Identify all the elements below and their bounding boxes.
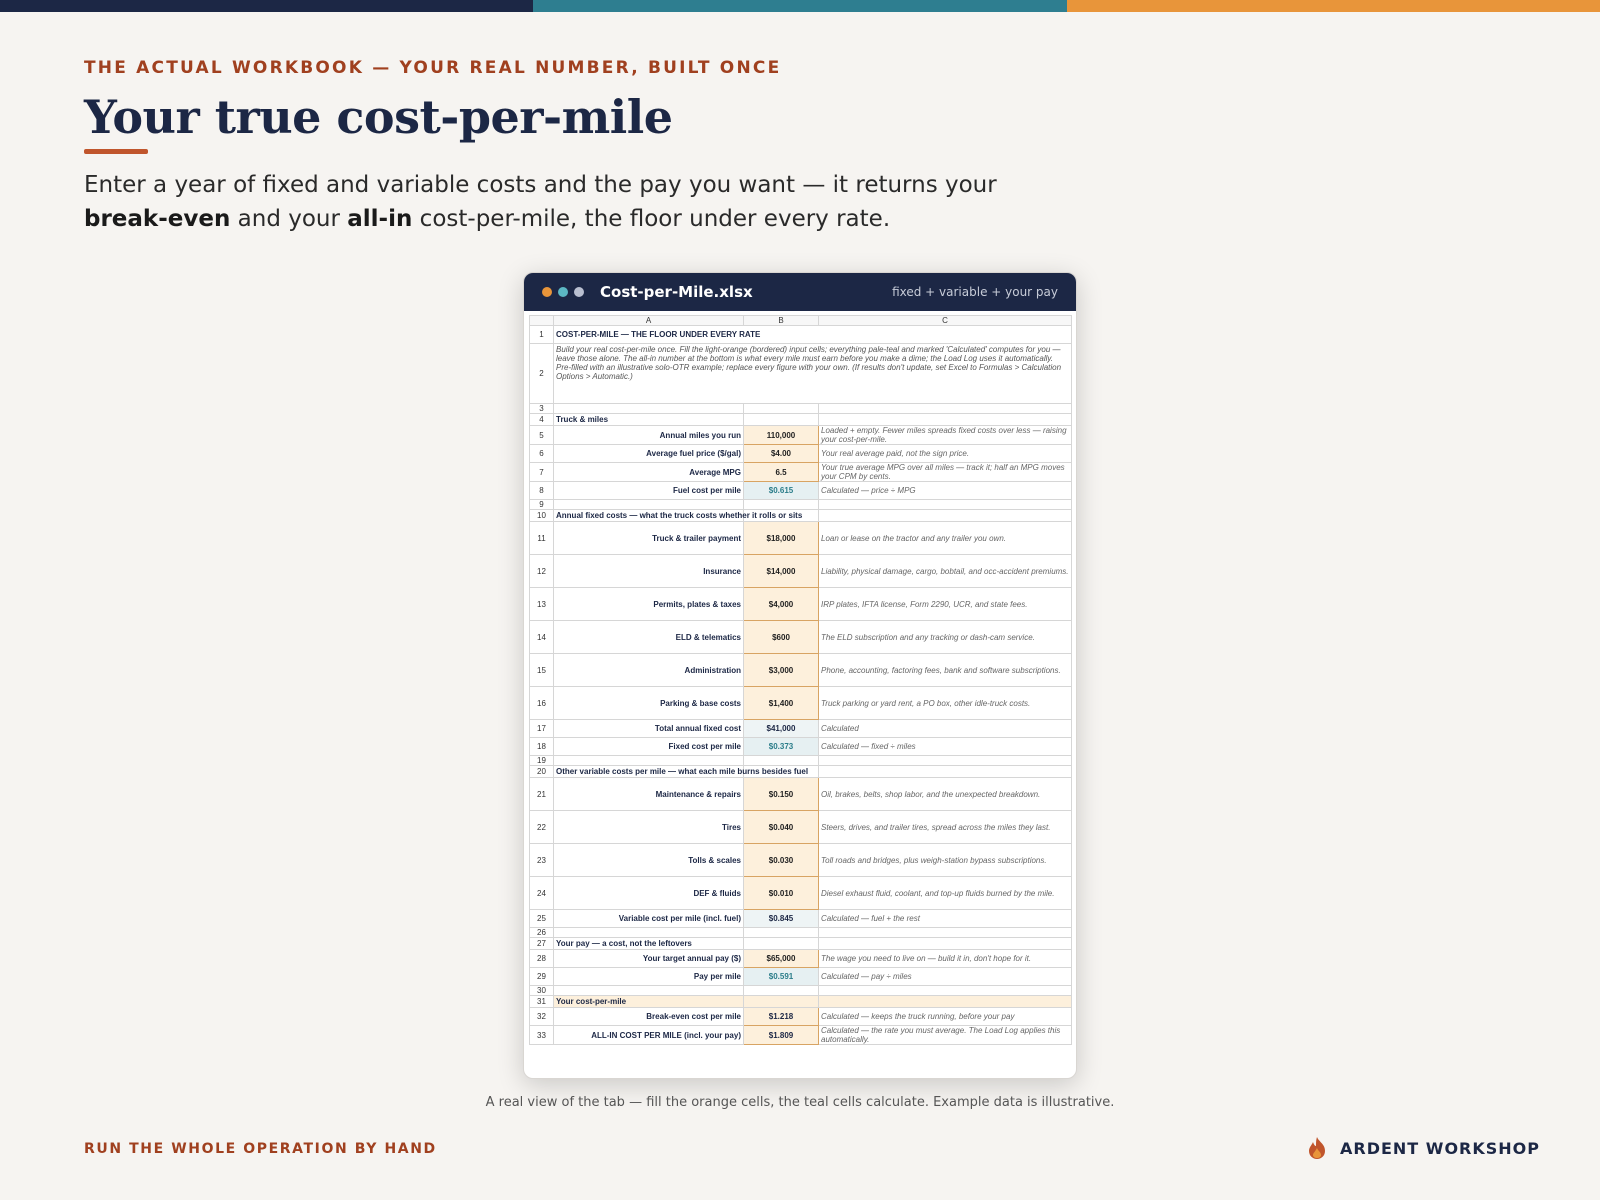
spreadsheet-window: [523, 272, 1077, 1079]
table-row: [530, 928, 1072, 938]
input-cell[interactable]: $18,000: [744, 522, 819, 555]
row-header[interactable]: 10: [530, 510, 554, 522]
title-underline: [84, 149, 148, 154]
input-cell[interactable]: 110,000: [744, 426, 819, 445]
table-row: [530, 555, 1072, 588]
empty-cell[interactable]: [554, 756, 744, 766]
row-label[interactable]: Insurance: [554, 555, 744, 588]
calculated-cell[interactable]: $0.591: [744, 968, 819, 986]
note-cell[interactable]: Calculated: [819, 720, 1072, 738]
table-row: [530, 720, 1072, 738]
column-header-b[interactable]: B: [744, 316, 819, 326]
row-header[interactable]: 31: [530, 996, 554, 1008]
table-row: [530, 1008, 1072, 1026]
table-row: [530, 778, 1072, 811]
empty-cell[interactable]: [819, 500, 1072, 510]
row-label[interactable]: Your target annual pay ($): [554, 950, 744, 968]
empty-cell[interactable]: [744, 986, 819, 996]
row-header[interactable]: 27: [530, 938, 554, 950]
note-cell[interactable]: Your real average paid, not the sign price.: [819, 445, 1072, 463]
brand-name: ARDENT WORKSHOP: [1340, 1138, 1540, 1158]
input-cell[interactable]: $4.00: [744, 445, 819, 463]
window-tagline: fixed + variable + your pay: [892, 285, 1058, 299]
table-row: [530, 877, 1072, 910]
footer-tagline: RUN THE WHOLE OPERATION BY HAND: [84, 1141, 437, 1157]
table-row: [530, 482, 1072, 500]
section-heading[interactable]: Your cost-per-mile: [554, 996, 744, 1008]
empty-cell[interactable]: [554, 404, 744, 414]
row-header[interactable]: 1: [530, 326, 554, 344]
table-row: [530, 344, 1072, 404]
input-cell[interactable]: $0.040: [744, 811, 819, 844]
orange-dot[interactable]: [542, 287, 552, 297]
table-row: [530, 426, 1072, 445]
table-row: [530, 996, 1072, 1008]
table-row: [530, 414, 1072, 426]
input-cell[interactable]: $0.030: [744, 844, 819, 877]
row-label[interactable]: Total annual fixed cost: [554, 720, 744, 738]
sheet-grid[interactable]: [529, 315, 1071, 1045]
total-cell[interactable]: $41,000: [744, 720, 819, 738]
table-row: [530, 986, 1072, 996]
window-filename: Cost-per-Mile.xlsx: [600, 283, 753, 301]
sheet-table: [529, 315, 1072, 1045]
row-header[interactable]: 17: [530, 720, 554, 738]
grey-dot[interactable]: [574, 287, 584, 297]
table-row: [530, 588, 1072, 621]
row-header[interactable]: 14: [530, 621, 554, 654]
note-cell[interactable]: The ELD subscription and any tracking or dash-cam service.: [819, 621, 1072, 654]
row-label[interactable]: Annual miles you run: [554, 426, 744, 445]
table-row: [530, 766, 1072, 778]
section-heading[interactable]: Other variable costs per mile — what each mile burns besides fuel: [554, 766, 744, 778]
empty-cell[interactable]: [819, 928, 1072, 938]
note-cell[interactable]: Calculated — keeps the truck running, before your pay: [819, 1008, 1072, 1026]
empty-cell[interactable]: [819, 756, 1072, 766]
row-header[interactable]: 11: [530, 522, 554, 555]
row-header[interactable]: 23: [530, 844, 554, 877]
section-heading[interactable]: Your pay — a cost, not the leftovers: [554, 938, 744, 950]
note-cell[interactable]: Calculated — pay ÷ miles: [819, 968, 1072, 986]
table-row: [530, 326, 1072, 344]
note-cell[interactable]: Loan or lease on the tractor and any trailer you own.: [819, 522, 1072, 555]
row-header[interactable]: 19: [530, 756, 554, 766]
window-titlebar: [524, 273, 1076, 311]
row-label[interactable]: DEF & fluids: [554, 877, 744, 910]
section-heading[interactable]: Annual fixed costs — what the truck costs whether it rolls or sits: [554, 510, 744, 522]
cell-c[interactable]: [819, 414, 1072, 426]
table-row: [530, 968, 1072, 986]
row-header[interactable]: 9: [530, 500, 554, 510]
top-color-bar: [0, 0, 1600, 12]
empty-cell[interactable]: [554, 928, 744, 938]
row-header[interactable]: 32: [530, 1008, 554, 1026]
empty-cell[interactable]: [744, 756, 819, 766]
cell-c[interactable]: [819, 766, 1072, 778]
lede: Enter a year of fixed and variable costs and the pay you want — it returns your break-even and your all-in cost-per-mile, the floor under every rate.: [84, 172, 997, 232]
note-cell[interactable]: The wage you need to live on — build it in, don't hope for it.: [819, 950, 1072, 968]
cell-c[interactable]: [819, 510, 1072, 522]
empty-cell[interactable]: [554, 986, 744, 996]
table-row: [530, 910, 1072, 928]
row-label[interactable]: Tires: [554, 811, 744, 844]
brand[interactable]: [1306, 1136, 1540, 1160]
note-cell[interactable]: Diesel exhaust fluid, coolant, and top-up fluids burned by the mile.: [819, 877, 1072, 910]
row-header[interactable]: 21: [530, 778, 554, 811]
table-row: [530, 463, 1072, 482]
row-label[interactable]: Variable cost per mile (incl. fuel): [554, 910, 744, 928]
input-cell[interactable]: 6.5: [744, 463, 819, 482]
sheet-title[interactable]: COST-PER-MILE — THE FLOOR UNDER EVERY RATE: [554, 326, 1072, 344]
row-label[interactable]: Truck & trailer payment: [554, 522, 744, 555]
row-label[interactable]: Tolls & scales: [554, 844, 744, 877]
row-label[interactable]: Administration: [554, 654, 744, 687]
note-cell[interactable]: Calculated — fuel + the rest: [819, 910, 1072, 928]
row-header[interactable]: 16: [530, 687, 554, 720]
cell-b[interactable]: [744, 996, 819, 1008]
row-label[interactable]: Average MPG: [554, 463, 744, 482]
total-cell[interactable]: $0.845: [744, 910, 819, 928]
row-header[interactable]: 15: [530, 654, 554, 687]
note-cell[interactable]: Your true average MPG over all miles — track it; half an MPG moves your CPM by cents.: [819, 463, 1072, 482]
table-row: [530, 522, 1072, 555]
row-header[interactable]: 30: [530, 986, 554, 996]
note-cell[interactable]: Loaded + empty. Fewer miles spreads fixed costs over less — raising your cost-per-mile.: [819, 426, 1072, 445]
table-row: [530, 654, 1072, 687]
input-cell[interactable]: $65,000: [744, 950, 819, 968]
row-label[interactable]: Permits, plates & taxes: [554, 588, 744, 621]
row-header[interactable]: 12: [530, 555, 554, 588]
table-row: [530, 500, 1072, 510]
cell-b[interactable]: [744, 938, 819, 950]
column-header-c[interactable]: C: [819, 316, 1072, 326]
input-cell[interactable]: $3,000: [744, 654, 819, 687]
top-bar-teal: [533, 0, 1066, 12]
empty-cell[interactable]: [744, 928, 819, 938]
table-row: [530, 445, 1072, 463]
row-header[interactable]: 33: [530, 1026, 554, 1045]
empty-cell[interactable]: [744, 404, 819, 414]
row-header[interactable]: 22: [530, 811, 554, 844]
section-heading[interactable]: Truck & miles: [554, 414, 744, 426]
row-header[interactable]: 18: [530, 738, 554, 756]
note-cell[interactable]: Calculated — the rate you must average. The Load Log applies this automatically.: [819, 1026, 1072, 1045]
kicker: THE ACTUAL WORKBOOK — YOUR REAL NUMBER, BUILT ONCE: [84, 58, 782, 78]
table-row: [530, 404, 1072, 414]
input-cell[interactable]: $1,400: [744, 687, 819, 720]
note-cell[interactable]: Phone, accounting, factoring fees, bank and software subscriptions.: [819, 654, 1072, 687]
input-cell[interactable]: $0.150: [744, 778, 819, 811]
row-header[interactable]: 29: [530, 968, 554, 986]
input-cell[interactable]: $4,000: [744, 588, 819, 621]
note-cell[interactable]: IRP plates, IFTA license, Form 2290, UCR, and state fees.: [819, 588, 1072, 621]
table-row: [530, 950, 1072, 968]
row-label[interactable]: Maintenance & repairs: [554, 778, 744, 811]
row-header[interactable]: 2: [530, 344, 554, 404]
input-cell[interactable]: $600: [744, 621, 819, 654]
table-row: [530, 938, 1072, 950]
cell-b[interactable]: [744, 414, 819, 426]
table-row: [530, 1026, 1072, 1045]
empty-cell[interactable]: [554, 500, 744, 510]
cell-c[interactable]: [819, 996, 1072, 1008]
teal-dot[interactable]: [558, 287, 568, 297]
table-row: [530, 687, 1072, 720]
row-header[interactable]: 4: [530, 414, 554, 426]
flame-icon: [1306, 1136, 1328, 1160]
row-header[interactable]: 5: [530, 426, 554, 445]
row-header[interactable]: 7: [530, 463, 554, 482]
table-row: [530, 510, 1072, 522]
row-label[interactable]: Fuel cost per mile: [554, 482, 744, 500]
column-header-a[interactable]: A: [554, 316, 744, 326]
top-bar-orange: [1067, 0, 1600, 12]
page-title: Your true cost-per-mile: [84, 90, 673, 144]
sheet-intro[interactable]: Build your real cost-per-mile once. Fill the light-orange (bordered) input cells; everything pale-teal and marked 'Calculated' computes for you — leave those alone. The all-in number at the bottom is what every mile must earn before you make a dime; the Load Log uses it automatically. Pre-filled with an illustrative solo-OTR example; replace every figure with your own. (If results don't update, set Excel to Formulas > Calculation Options > Automatic.): [554, 344, 1072, 404]
note-cell[interactable]: Truck parking or yard rent, a PO box, other idle-truck costs.: [819, 687, 1072, 720]
row-header[interactable]: 6: [530, 445, 554, 463]
input-cell[interactable]: $14,000: [744, 555, 819, 588]
row-header[interactable]: 20: [530, 766, 554, 778]
screenshot-caption: A real view of the tab — fill the orange cells, the teal cells calculate. Example data is illustrative.: [485, 1095, 1115, 1110]
row-label[interactable]: Break-even cost per mile: [554, 1008, 744, 1026]
table-row: [530, 621, 1072, 654]
corner-cell[interactable]: [530, 316, 554, 326]
row-header[interactable]: 25: [530, 910, 554, 928]
empty-cell[interactable]: [819, 404, 1072, 414]
cell-c[interactable]: [819, 938, 1072, 950]
row-label[interactable]: ALL-IN COST PER MILE (incl. your pay): [554, 1026, 744, 1045]
row-label[interactable]: Pay per mile: [554, 968, 744, 986]
calculated-cell[interactable]: $0.615: [744, 482, 819, 500]
column-header-row: [530, 316, 1072, 326]
row-header[interactable]: 28: [530, 950, 554, 968]
row-header[interactable]: 3: [530, 404, 554, 414]
row-label[interactable]: Parking & base costs: [554, 687, 744, 720]
note-cell[interactable]: Toll roads and bridges, plus weigh-station bypass subscriptions.: [819, 844, 1072, 877]
note-cell[interactable]: Calculated — price ÷ MPG: [819, 482, 1072, 500]
calculated-cell[interactable]: $0.373: [744, 738, 819, 756]
row-header[interactable]: 24: [530, 877, 554, 910]
note-cell[interactable]: Oil, brakes, belts, shop labor, and the unexpected breakdown.: [819, 778, 1072, 811]
note-cell[interactable]: Steers, drives, and trailer tires, spread across the miles they last.: [819, 811, 1072, 844]
row-header[interactable]: 26: [530, 928, 554, 938]
table-row: [530, 844, 1072, 877]
result-cell[interactable]: $1.218: [744, 1008, 819, 1026]
row-header[interactable]: 13: [530, 588, 554, 621]
row-label[interactable]: Fixed cost per mile: [554, 738, 744, 756]
result-cell[interactable]: $1.809: [744, 1026, 819, 1045]
table-row: [530, 811, 1072, 844]
top-bar-navy: [0, 0, 533, 12]
row-label[interactable]: Average fuel price ($/gal): [554, 445, 744, 463]
row-label[interactable]: ELD & telematics: [554, 621, 744, 654]
input-cell[interactable]: $0.010: [744, 877, 819, 910]
empty-cell[interactable]: [744, 500, 819, 510]
empty-cell[interactable]: [819, 986, 1072, 996]
note-cell[interactable]: Liability, physical damage, cargo, bobtail, and occ-accident premiums.: [819, 555, 1072, 588]
note-cell[interactable]: Calculated — fixed ÷ miles: [819, 738, 1072, 756]
table-row: [530, 738, 1072, 756]
row-header[interactable]: 8: [530, 482, 554, 500]
table-row: [530, 756, 1072, 766]
